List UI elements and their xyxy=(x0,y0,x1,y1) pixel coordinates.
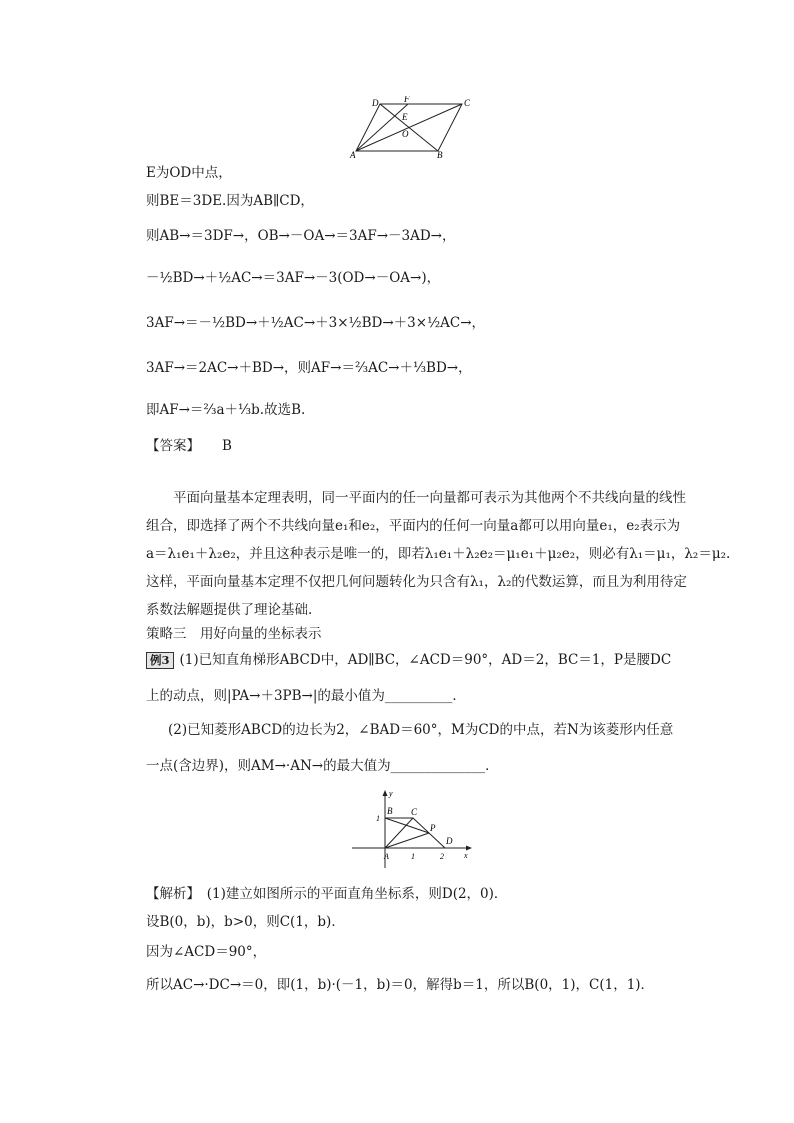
solution-line-5: 3AF→＝－½BD→＋½AC→＋3×½BD→＋3×½AC→， xyxy=(146,315,486,331)
diagonal-bd xyxy=(380,104,438,151)
summary-line-2: 组合，即选择了两个不共线向量e₁和e₂，平面内的任何一向量a都可以用向量e₁，e₂表示为 xyxy=(146,518,681,534)
fig2-label-c: C xyxy=(411,807,418,817)
fig1-label-f: F xyxy=(404,96,410,104)
fig1-label-c: C xyxy=(464,98,471,108)
summary-line-3: a＝λ₁e₁＋λ₂e₂，并且这种表示是唯一的，即若λ₁e₁＋λ₂e₂＝μ₁e₁＋μ₂e₂，则必有λ₁＝μ₁，λ₂＝μ₂. xyxy=(146,546,731,562)
analysis-line-4: 所以AC→·DC→＝0，即(1，b)·(－1，b)＝0，解得b＝1，所以B(0，1)，C(1，1)． xyxy=(146,977,655,993)
fig2-label-d: D xyxy=(446,836,453,846)
fig2-axis-y: y xyxy=(389,789,393,798)
fig1-label-e: E xyxy=(402,112,408,122)
fig2-tick-x1: 1 xyxy=(411,852,415,861)
summary-paragraph xyxy=(146,484,731,624)
solution-line-6: 3AF→＝2AC→＋BD→，则AF→＝⅔AC→＋⅓BD→， xyxy=(146,360,472,376)
segment-af xyxy=(356,104,408,151)
trapezoid-coordinate-figure xyxy=(350,788,475,870)
strategy-title: 策略三 用好向量的坐标表示 xyxy=(146,626,322,642)
trapezoid-outline xyxy=(385,818,445,848)
fig2-axis-x: x xyxy=(464,851,468,860)
fig2-label-a: A xyxy=(384,852,389,861)
summary-line-5: 系数法解题提供了理论基础. xyxy=(146,602,313,618)
fig1-label-o: O xyxy=(402,129,409,139)
summary-line-4: 这样，平面向量基本定理不仅把几何问题转化为只含有λ₁，λ₂的代数运算，而且为利用待定 xyxy=(146,574,687,590)
solution-line-3: 则AB→＝3DF→，OB→－OA→＝3AF→－3AD→， xyxy=(146,228,456,244)
analysis-line-3: 因为∠ACD＝90°， xyxy=(146,944,267,960)
summary-line-1: 平面向量基本定理表明，同一平面内的任一向量都可表示为其他两个不共线向量的线性 xyxy=(173,490,686,506)
fig2-tick-y1: 1 xyxy=(376,814,380,823)
example-q1-line1 xyxy=(146,650,671,670)
solution-line-2: 则BE＝3DE.因为AB∥CD， xyxy=(146,193,314,209)
answer-line xyxy=(146,436,232,456)
example-q2-line2: 一点(含边界)，则AM→·AN→的最大值为______________． xyxy=(146,758,499,774)
fig2-label-b: B xyxy=(387,806,393,816)
solution-line-4: －½BD→＋½AC→＝3AF→－3(OD→－OA→)， xyxy=(146,270,441,286)
x-axis-arrow xyxy=(466,846,472,851)
solution-line-7: 即AF→＝⅔a＋⅓b.故选B. xyxy=(146,402,306,418)
segment-pb xyxy=(385,818,429,833)
y-axis-arrow xyxy=(383,790,388,796)
answer-label: 【答案】 xyxy=(146,438,200,454)
fig1-label-b: B xyxy=(437,150,443,160)
analysis-line-1: 【解析】 (1)建立如图所示的平面直角坐标系，则D(2，0)． xyxy=(146,886,508,902)
fig2-tick-x2: 2 xyxy=(440,852,444,861)
answer-value: B xyxy=(222,438,232,454)
example-q2-line1: (2)已知菱形ABCD的边长为2，∠BAD＝60°，M为CD的中点，若N为该菱形内任意 xyxy=(168,722,674,738)
example-badge: 例3 xyxy=(146,652,174,669)
solution-line-1: E为OD中点， xyxy=(146,165,232,181)
analysis-line-2: 设B(0，b)，b>0，则C(1，b)． xyxy=(146,914,345,930)
example-q1-text: (1)已知直角梯形ABCD中，AD∥BC，∠ACD＝90°，AD＝2，BC＝1，P是腰DC xyxy=(179,652,672,668)
fig1-label-d: D xyxy=(372,98,379,108)
fig2-label-p: P xyxy=(430,823,436,833)
example-q1-line2: 上的动点，则|PA→＋3PB→|的最小值为__________． xyxy=(146,688,466,704)
fig1-label-a: A xyxy=(350,150,356,160)
parallelogram-figure xyxy=(346,96,476,160)
